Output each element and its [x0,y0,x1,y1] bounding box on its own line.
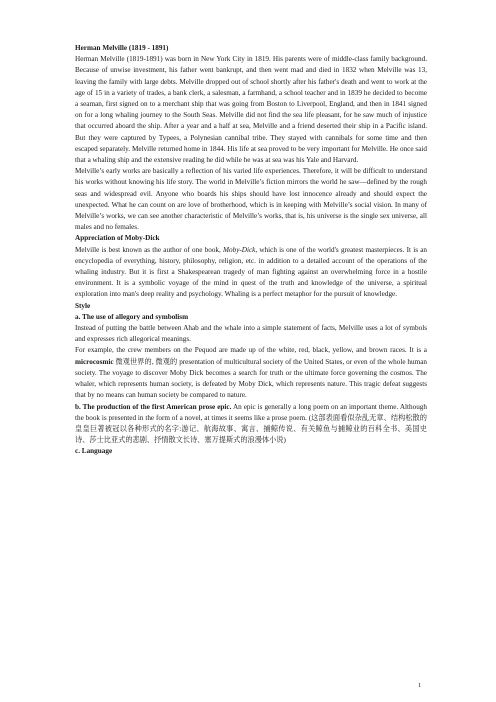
example-text-end: presentation of multicultural society of the United States, or even of the whole human society. The voyage to discover Moby Dick becomes a search for truth or the ultimate force governing the cosmos. The whaler, which represents human society, is defeated by Moby Dick, which represents nature. This tragic defeat suggests that by no means can human society be compared to nature. [75,357,427,400]
style-heading: Style [75,301,91,310]
appreciation-heading: Appreciation of Moby-Dick [75,234,160,243]
early-works-paragraph: Melville’s early works are basically a reflection of his varied life experiences. Therefore, it will be difficult to understand his works without knowing his life story. The world in Melville’s fiction mirrors the world he saw—defined by the rough seas and widespread evil. Anyone who boards his ships should have lost innocence already and should expect the unexpected. What he can count on are love of brotherhood, which is in keeping with Melville’s social vision. In many of Melville’s works, we can see another characteristic of Melville’s works, that is, his universe is the single sex universe, all males and no females. [75,167,427,232]
example-text-start: For example, the crew members on the Pequod are made up of the white, red, black, yellow, and brown races. It is a [75,346,427,355]
appreciation-paragraph [75,245,427,301]
document-body [75,43,427,458]
microcosmic-term: microcosmic [75,357,114,366]
moby-dick-title: Moby-Dick [223,245,256,254]
allegory-paragraph: Instead of putting the battle between Ahab and the whale into a simple statement of facts, Melville uses a lot of symbols and expresses rich allegorical meanings. [75,324,427,344]
page-number: 1 [418,682,422,689]
biography-paragraph: Herman Melville (1819-1891) was born in New York City in 1819. His parents were of middle-class family background. Because of unwise investment, his father went bankrupt, and then went mad and died in 1832 when Melville was 13, leaving the family with large debts. Melville dropped out of school shortly after his father's death and went to work at the age of 15 in a variety of trades, a bank clerk, a salesman, a farmhand, a school teacher and in 1839 he decided to become a seaman, first signed on to a merchant ship that was going from Boston to Liverpool, England, and then in 1841 signed on for a long whaling journey to the South Seas. Melville did not find the sea life pleasant, for he saw much of injustice that occurred aboard the ship. After a year and a half at sea, Melville and a friend deserted their ship in a Pacific island. But they were captured by Typees, a Polynesian cannibal tribe. They stayed with cannibals for some time and then escaped separately. Melville returned home in 1844. His life at sea proved to be very important for Melville. He once said that a whaling ship and the extensive reading he did while he was at sea was his Yale and Harvard. [75,55,427,165]
appreciation-intro-text: Melville is best known as the author of one book, [75,245,224,254]
prose-epic-heading: b. The production of the first American prose epic. [75,402,232,411]
document-title: Herman Melville (1819 - 1891) [75,44,169,52]
microcosmic-translation: 微观世界的, 微观的 [113,357,178,366]
prose-epic-paragraph [75,402,427,447]
prose-epic-text: An epic is generally a long poem on an important theme. Although the book is presented in the form of a novel, at times it seems like a prose poem. (这部表面看似杂乱无章、结构松散的皇皇巨著被冠以各种形式的名字:游记、航海故事、寓言、捕鲸传说、有关鲸鱼与捕鲸业的百科全书、美国史诗、莎士比亚式的悲剧、抒情散文长诗、塞万提斯式的浪漫体小说) [75,402,427,445]
language-heading: c. Language [75,447,113,456]
appreciation-body-text: , which is one of the world's greatest masterpieces. It is an encyclopedia of everything, history, philosophy, religion, etc. in addition to a detailed account of the operations of the whaling industry. But it is first a Shakespearean tragedy of man fighting against an overwhelming force in a hostile environment. It is a symbolic voyage of the mind in quest of the truth and knowledge of the universe, a spiritual exploration into man's deep reality and psychology. Whaling is a perfect metaphor for the pursuit of knowledge. [75,245,427,299]
example-paragraph [75,345,427,401]
allegory-heading: a. The use of allegory and symbolism [75,312,189,321]
